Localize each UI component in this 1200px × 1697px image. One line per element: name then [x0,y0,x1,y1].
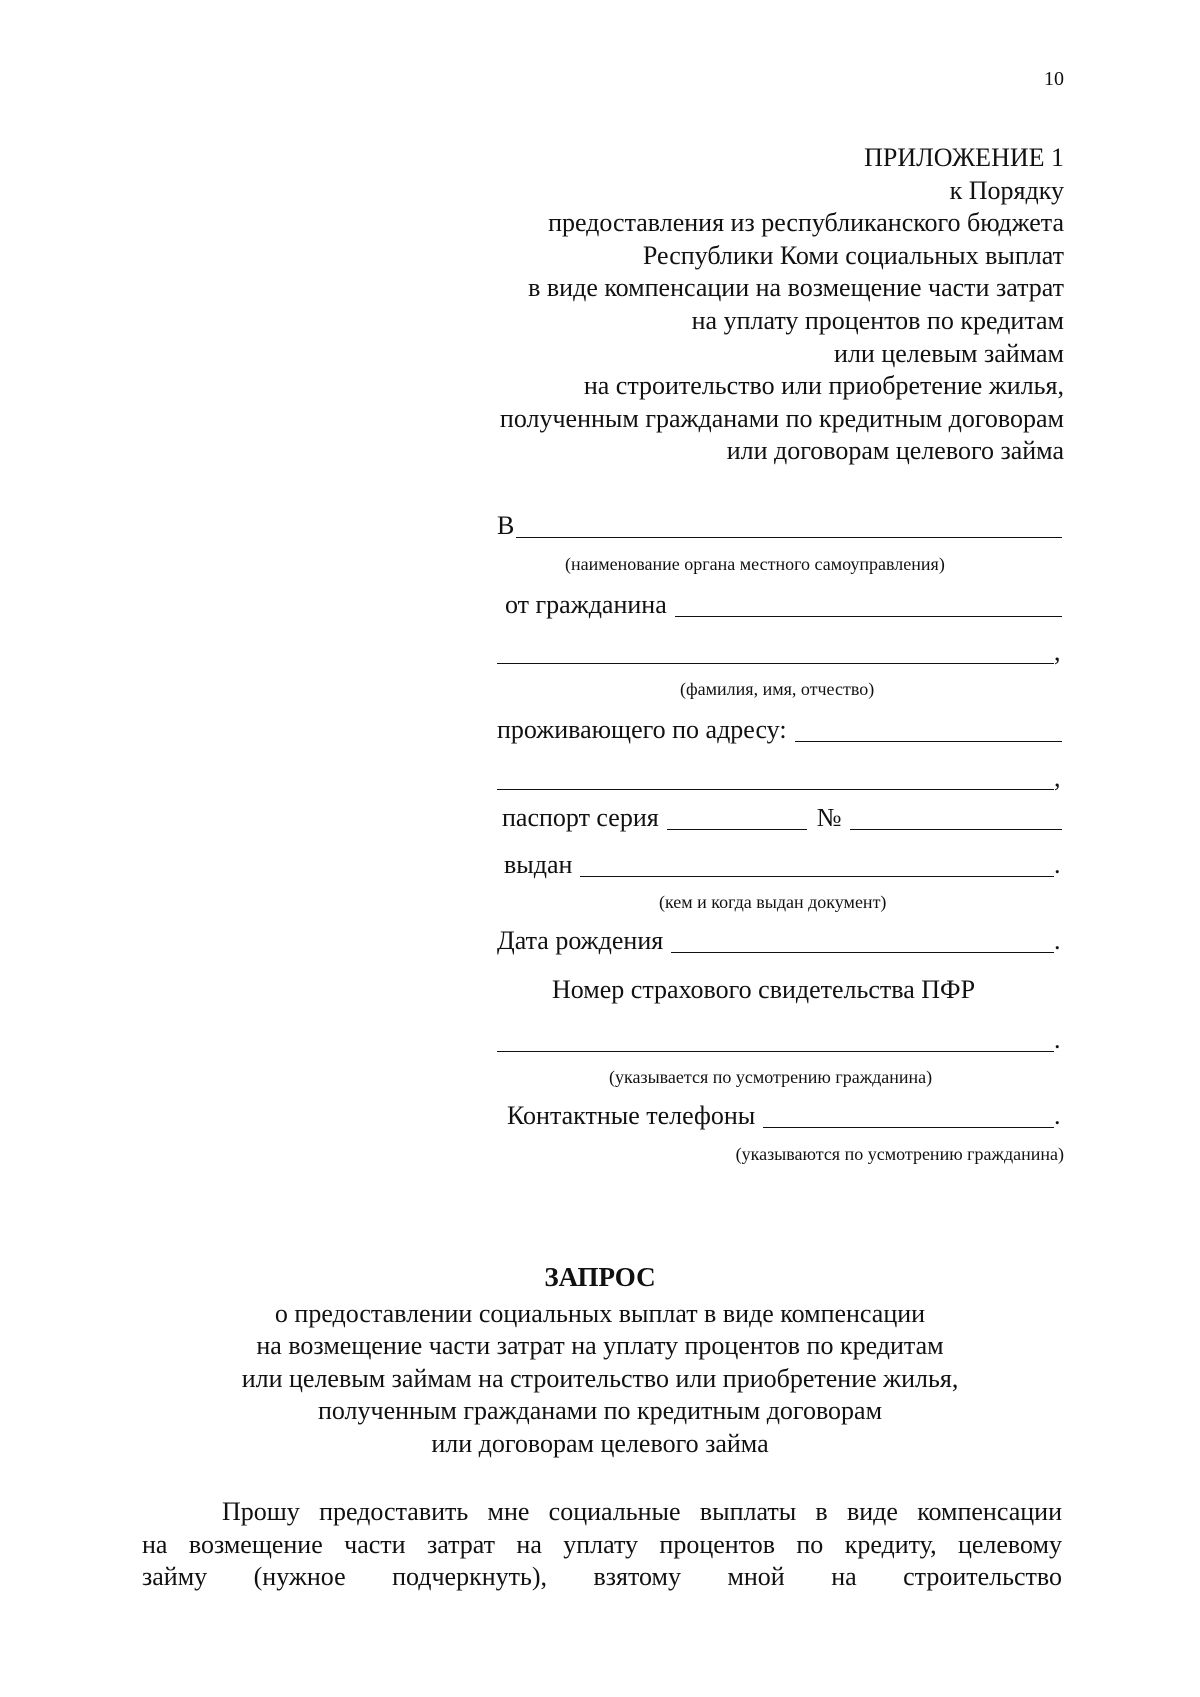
address-row-2 [497,762,1062,794]
passport-series-label: паспорт серия [502,803,659,832]
annex-line: предоставления из республиканского бюджета [548,208,1064,238]
annex-header [364,142,1064,468]
address-field-2[interactable] [497,763,1054,790]
citizen-name-field-2[interactable] [497,637,1054,664]
phones-field[interactable] [763,1101,1054,1128]
passport-series-field[interactable] [667,803,807,830]
recipient-field[interactable] [516,511,1062,538]
period: . [1054,926,1061,955]
comma: , [1054,637,1061,666]
period: . [1054,1101,1061,1130]
citizen-name-field[interactable] [675,590,1062,617]
request-subtitle-line: или договорам целевого займа [431,1428,769,1458]
pfr-caption: (указывается по усмотрению гражданина) [609,1067,933,1087]
period: . [1054,1025,1061,1054]
birth-date-label: Дата рождения [497,926,664,955]
issued-caption: (кем и когда выдан документ) [659,892,887,912]
annex-line: к Порядку [949,175,1064,205]
request-subtitle-line: на возмещение части затрат на уплату процентов по кредитам [256,1331,944,1361]
annex-line: полученным гражданами по кредитным договорам [499,403,1064,433]
request-subtitle-line: полученным гражданами по кредитным договорам [317,1396,883,1426]
issued-field[interactable] [580,850,1054,877]
request-subtitle-line: или целевым займам на строительство или приобретение жилья, [241,1363,959,1393]
pfr-label: Номер страхового свидетельства ПФР [552,975,976,1004]
phones-label: Контактные телефоны [507,1101,756,1130]
issued-label: выдан [504,850,573,879]
body-line: займу (нужное подчеркнуть), взятому мной на строительство [142,1562,1062,1591]
recipient-label: В [497,511,515,540]
citizen-row [505,589,1062,621]
pfr-number-field[interactable] [497,1025,1054,1052]
citizen-name-row [497,636,1062,668]
birth-row [497,925,1062,957]
body-line [142,1496,1062,1529]
birth-date-field[interactable] [671,926,1054,953]
issued-row [504,849,1062,881]
citizen-label: от гражданина [505,590,667,619]
comma: , [1054,763,1061,792]
request-subtitle-line: о предоставлении социальных выплат в виде компенсации [274,1299,926,1328]
page-number: 10 [1044,68,1064,90]
passport-row [502,802,1062,834]
request-subtitle [0,1298,1200,1460]
address-field[interactable] [795,715,1062,742]
annex-line: на уплату процентов по кредитам [691,305,1064,335]
body-line: на возмещение части затрат на уплату процентов по кредиту, целевому [142,1529,1062,1559]
body-line-text: Прошу предоставить мне социальные выплаты в виде компенсации [222,1497,1062,1526]
recipient-caption: (наименование органа местного самоуправления) [565,554,945,574]
annex-line: или целевым займам [834,338,1064,368]
annex-line: в виде компенсации на возмещение части затрат [528,273,1064,303]
passport-number-label: № [816,803,842,832]
address-label: проживающего по адресу: [497,715,787,744]
period: . [1054,850,1061,879]
annex-line: на строительство или приобретение жилья, [583,371,1064,401]
request-title: ЗАПРОС [544,1262,656,1292]
phones-row [507,1100,1062,1132]
request-body [142,1496,1062,1594]
name-caption: (фамилия, имя, отчество) [680,679,875,699]
pfr-row [497,1024,1062,1056]
annex-line: Республики Коми социальных выплат [642,240,1064,270]
annex-title: ПРИЛОЖЕНИЕ 1 [864,143,1064,172]
address-row [497,714,1062,746]
phones-caption: (указываются по усмотрению гражданина) [735,1144,1064,1164]
annex-line: или договорам целевого займа [726,436,1064,466]
recipient-row [497,510,1062,542]
passport-number-field[interactable] [850,803,1062,830]
